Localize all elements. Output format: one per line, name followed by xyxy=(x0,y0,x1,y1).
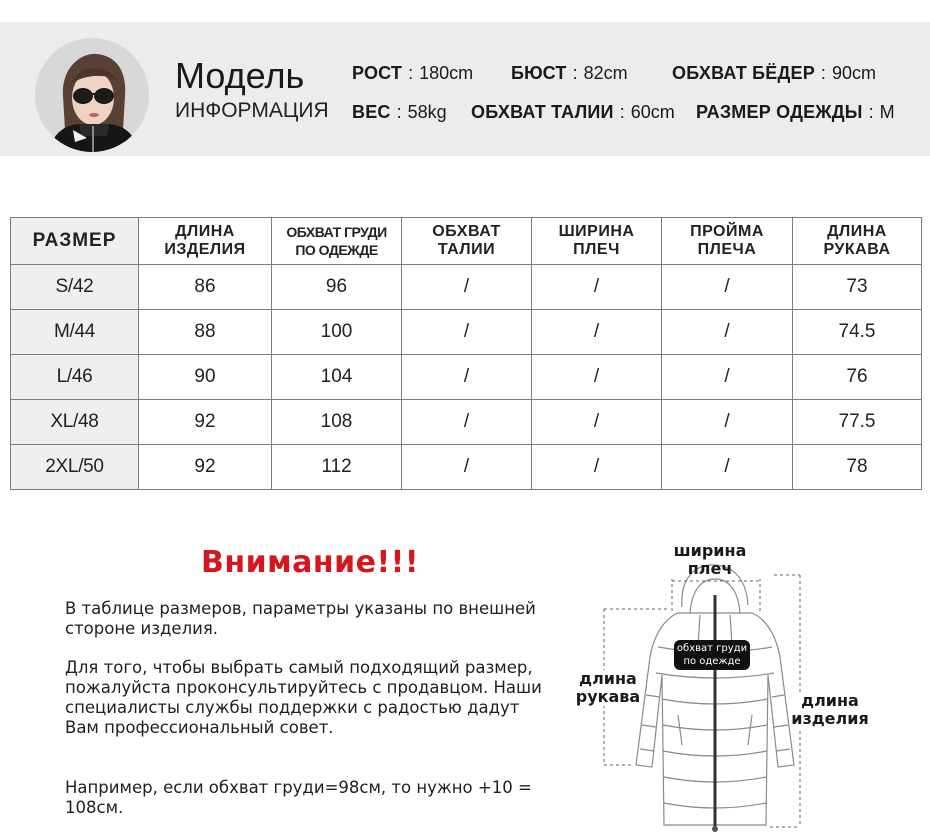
header-text: РАЗМЕР xyxy=(32,230,117,251)
table-cell: 74.5 xyxy=(793,310,922,355)
stat-bust-value: 82cm xyxy=(583,63,628,83)
stat-height-label: РОСТ xyxy=(352,63,403,83)
header-armhole xyxy=(662,218,793,265)
table-header-row xyxy=(11,218,922,265)
diagram-label-line: рукава xyxy=(575,687,641,706)
header-text: ПЛЕЧА xyxy=(697,241,757,258)
table-cell: 77.5 xyxy=(793,400,922,445)
table-cell: / xyxy=(402,265,532,310)
product-length-label xyxy=(790,692,870,728)
table-cell: 90 xyxy=(139,355,272,400)
header-text: ПЛЕЧ xyxy=(573,241,620,258)
stat-weight xyxy=(352,100,447,124)
model-avatar xyxy=(35,38,149,152)
notice-paragraph-2: Для того, чтобы выбрать самый подходящий размер, пожалуйста проконсультируйтесь с продавцом. Наши специалисты службы поддержки с радостью дадут Вам профессиональный совет. xyxy=(65,658,542,737)
stat-separator: : xyxy=(408,63,414,83)
header-length xyxy=(139,218,272,265)
shoulder-width-label xyxy=(669,542,751,578)
notice-paragraph-3: Например, если обхват груди=98см, то нужно +10 = 108см. xyxy=(65,778,532,817)
stat-separator: : xyxy=(868,102,874,122)
header-text: ИЗДЕЛИЯ xyxy=(164,241,246,258)
diagram-label-line: ширина xyxy=(673,541,747,560)
diagram-label-line: длина xyxy=(801,691,859,710)
model-portrait-image xyxy=(35,38,149,152)
stat-waist xyxy=(471,100,675,124)
diagram-label-line: длина xyxy=(579,669,637,688)
stat-waist-value: 60cm xyxy=(630,102,675,122)
table-cell: / xyxy=(662,265,793,310)
table-row xyxy=(11,400,922,445)
table-cell: 88 xyxy=(139,310,272,355)
stat-hips-value: 90cm xyxy=(831,63,876,83)
header-text: ДЛИНА xyxy=(827,223,887,240)
stat-separator: : xyxy=(619,102,625,122)
table-row xyxy=(11,445,922,490)
table-cell: / xyxy=(662,355,793,400)
diagram-label-line: плеч xyxy=(687,559,733,578)
header-text: ПО ОДЕЖДЕ xyxy=(295,242,378,258)
model-title: Модель xyxy=(175,55,305,96)
table-row xyxy=(11,310,922,355)
header-sleeve-length xyxy=(793,218,922,265)
stat-separator: : xyxy=(820,63,826,83)
table-cell: / xyxy=(532,400,662,445)
table-cell: / xyxy=(402,310,532,355)
table-cell: 86 xyxy=(139,265,272,310)
table-row xyxy=(11,265,922,310)
notice-paragraph-1: В таблице размеров, параметры указаны по внешней стороне изделия. xyxy=(65,599,536,638)
table-cell: / xyxy=(402,355,532,400)
header-waist xyxy=(402,218,532,265)
table-row xyxy=(11,355,922,400)
table-cell: 76 xyxy=(793,355,922,400)
header-text: ТАЛИИ xyxy=(437,241,496,258)
table-cell: / xyxy=(532,355,662,400)
stat-hips xyxy=(672,61,876,85)
table-cell: / xyxy=(532,265,662,310)
size-cell: L/46 xyxy=(11,355,139,400)
stat-separator: : xyxy=(572,63,578,83)
table-cell: / xyxy=(662,445,793,490)
table-cell: 100 xyxy=(272,310,402,355)
diagram-label-line: изделия xyxy=(791,709,869,728)
stat-separator: : xyxy=(396,102,402,122)
table-cell: / xyxy=(532,310,662,355)
stat-height xyxy=(352,61,473,85)
size-cell: XL/48 xyxy=(11,400,139,445)
table-cell: / xyxy=(662,310,793,355)
header-shoulder-width xyxy=(532,218,662,265)
header-text: ОБХВАТ xyxy=(432,223,501,240)
table-cell: 108 xyxy=(272,400,402,445)
table-cell: 96 xyxy=(272,265,402,310)
stat-clothing-size xyxy=(696,100,895,124)
diagram-label-line: по одежде xyxy=(683,656,741,667)
table-cell: 112 xyxy=(272,445,402,490)
table-cell: / xyxy=(402,400,532,445)
stat-bust-label: БЮСТ xyxy=(511,63,567,83)
stat-bust xyxy=(511,61,628,85)
table-cell: 92 xyxy=(139,445,272,490)
size-cell: 2XL/50 xyxy=(11,445,139,490)
table-cell: / xyxy=(662,400,793,445)
stat-clothing-size-value: M xyxy=(879,102,895,122)
size-table xyxy=(10,217,922,490)
table-cell: 78 xyxy=(793,445,922,490)
header-text: ОБХВАТ ГРУДИ xyxy=(286,224,387,240)
stat-weight-label: ВЕС xyxy=(352,102,391,122)
sleeve-length-label xyxy=(573,670,643,706)
diagram-label-line: обхват груди xyxy=(676,643,748,654)
model-subtitle: ИНФОРМАЦИЯ xyxy=(175,99,329,122)
header-size xyxy=(11,218,139,265)
header-text: ДЛИНА xyxy=(175,223,235,240)
stat-height-value: 180cm xyxy=(419,63,474,83)
header-text: ПРОЙМА xyxy=(690,223,764,240)
stat-waist-label: ОБХВАТ ТАЛИИ xyxy=(471,102,614,122)
table-cell: 104 xyxy=(272,355,402,400)
header-chest xyxy=(272,218,402,265)
stat-hips-label: ОБХВАТ БЁДЕР xyxy=(672,63,815,83)
table-cell: / xyxy=(402,445,532,490)
header-text: ШИРИНА xyxy=(558,223,635,240)
table-cell: 92 xyxy=(139,400,272,445)
size-cell: S/42 xyxy=(11,265,139,310)
size-cell: M/44 xyxy=(11,310,139,355)
stat-clothing-size-label: РАЗМЕР ОДЕЖДЫ xyxy=(696,102,863,122)
table-cell: / xyxy=(532,445,662,490)
header-text: РУКАВА xyxy=(823,241,891,258)
chest-label-box xyxy=(674,640,750,670)
table-cell: 73 xyxy=(793,265,922,310)
attention-title: Внимание!!! xyxy=(201,545,420,580)
stat-weight-value: 58kg xyxy=(407,102,447,122)
